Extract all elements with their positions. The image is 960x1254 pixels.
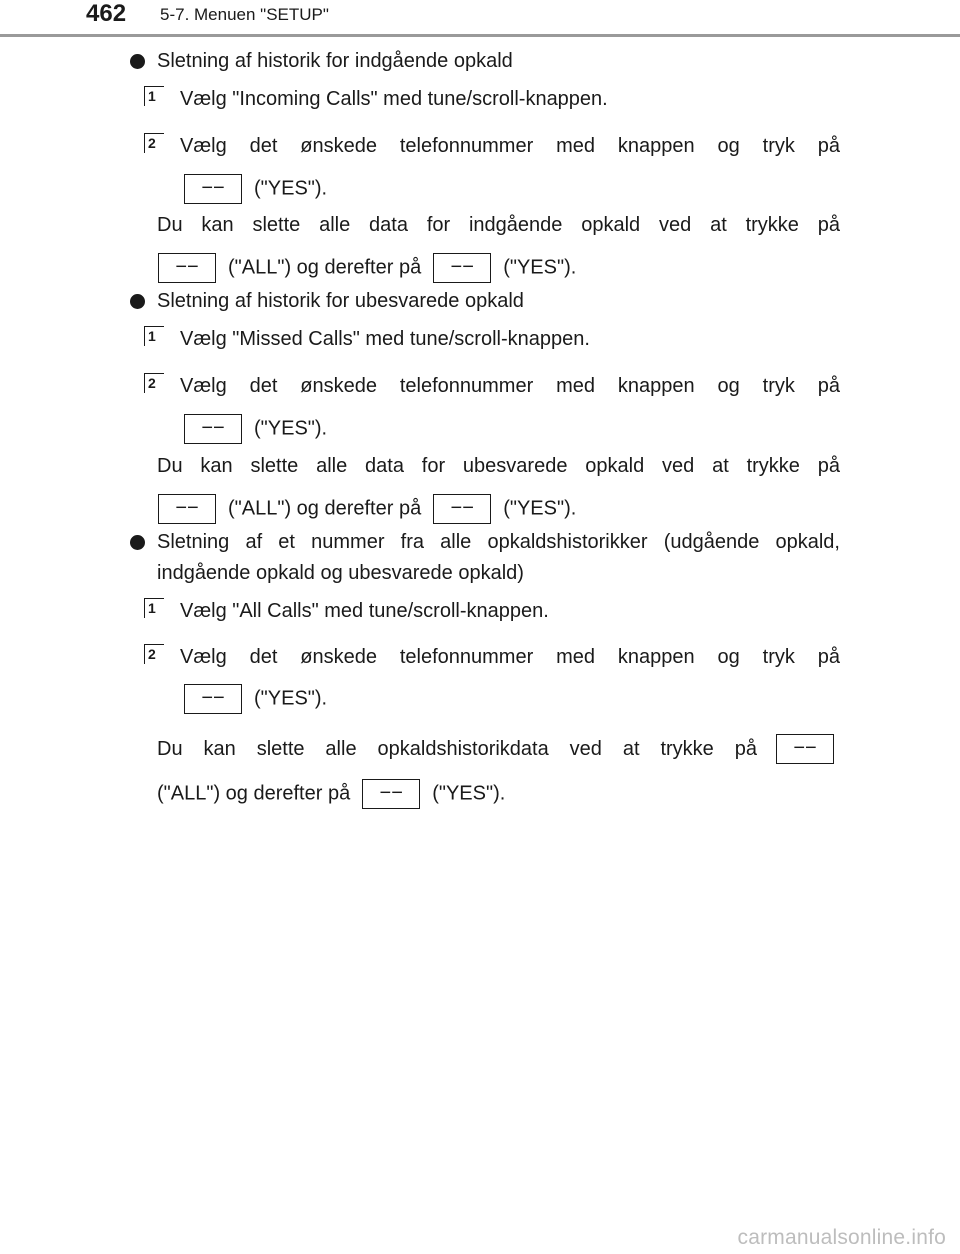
note-all-text: ("ALL") og derefter på <box>157 782 351 805</box>
step-2-yes-text: ("YES"). <box>254 417 328 440</box>
page-number: 462 <box>86 0 127 27</box>
section-title-line-2: indgående opkald og ubesvarede opkald) <box>157 562 524 584</box>
bullet-icon <box>130 535 145 550</box>
step-2-badge: 2 <box>144 644 164 664</box>
key-button: −− <box>184 174 242 204</box>
chapter-title: 5-7. Menuen "SETUP" <box>160 5 329 24</box>
note-text: Du kan slette alle data for ubesvarede opkald ved at trykke på <box>157 455 840 477</box>
note-all-text: ("ALL") og derefter på <box>228 497 422 520</box>
key-button: −− <box>433 253 491 283</box>
step-2-badge: 2 <box>144 133 164 153</box>
step-2-text: Vælg det ønskede telefonnummer med knappen og tryk på <box>180 135 840 157</box>
note-continuation <box>146 494 576 524</box>
step-1-badge: 1 <box>144 598 164 618</box>
header-divider <box>0 34 960 37</box>
key-button: −− <box>184 414 242 444</box>
key-button: −− <box>776 734 834 764</box>
note-text: Du kan slette alle data for indgående opkald ved at trykke på <box>157 214 840 236</box>
note-yes-text: ("YES"). <box>432 782 506 805</box>
step-1-text: Vælg "Incoming Calls" med tune/scroll-knappen. <box>180 88 608 110</box>
key-button: −− <box>158 253 216 283</box>
note-all-text: ("ALL") og derefter på <box>228 256 422 279</box>
note-continuation <box>157 779 505 809</box>
step-2-text: Vælg det ønskede telefonnummer med knappen og tryk på <box>180 646 840 668</box>
key-button: −− <box>158 494 216 524</box>
section-title: Sletning af et nummer fra alle opkaldshistorikker (udgående opkald, <box>157 531 840 553</box>
step-2-yes-text: ("YES"). <box>254 687 328 710</box>
key-button: −− <box>362 779 420 809</box>
step-1-text: Vælg "Missed Calls" med tune/scroll-knappen. <box>180 328 590 350</box>
step-2-badge: 2 <box>144 373 164 393</box>
section-title: Sletning af historik for indgående opkald <box>157 50 513 72</box>
key-button: −− <box>433 494 491 524</box>
bullet-icon <box>130 294 145 309</box>
note-yes-text: ("YES"). <box>503 256 577 279</box>
step-2-continuation <box>172 414 327 444</box>
step-2-text: Vælg det ønskede telefonnummer med knappen og tryk på <box>180 375 840 397</box>
step-1-badge: 1 <box>144 86 164 106</box>
section-title: Sletning af historik for ubesvarede opkald <box>157 290 524 312</box>
step-2-continuation <box>172 684 327 714</box>
watermark-text: carmanualsonline.info <box>737 1226 946 1249</box>
step-2-continuation <box>172 174 327 204</box>
note-yes-text: ("YES"). <box>503 497 577 520</box>
step-1-badge: 1 <box>144 326 164 346</box>
note-continuation <box>146 253 576 283</box>
key-button: −− <box>184 684 242 714</box>
step-2-yes-text: ("YES"). <box>254 177 328 200</box>
bullet-icon <box>130 54 145 69</box>
step-1-text: Vælg "All Calls" med tune/scroll-knappen. <box>180 600 549 622</box>
note-text: Du kan slette alle opkaldshistorikdata ved at trykke på <box>157 738 757 760</box>
